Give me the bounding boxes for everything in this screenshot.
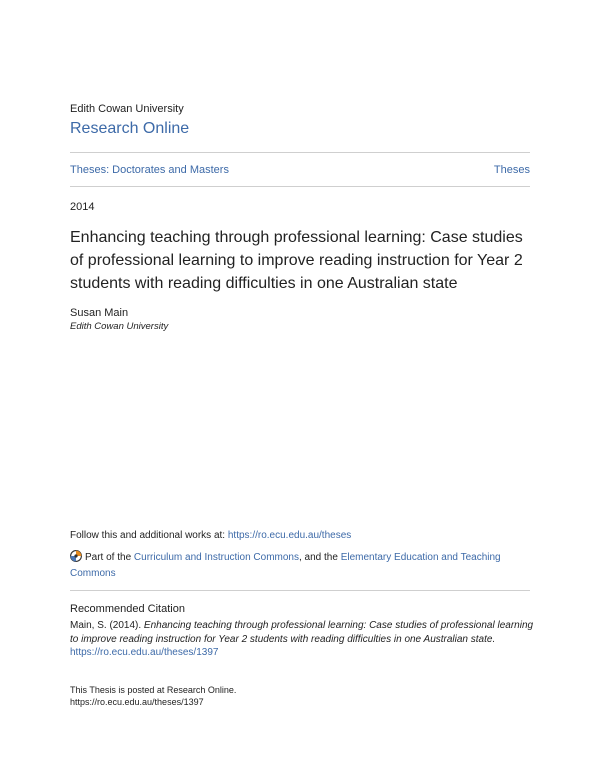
collection-link-theses[interactable]: Theses [493, 164, 530, 176]
citation-divider [70, 590, 530, 591]
posted-notice [70, 684, 470, 708]
university-name: Edith Cowan University [70, 103, 184, 115]
breadcrumb-divider [70, 186, 530, 187]
follow-line [70, 530, 351, 541]
follow-url-link[interactable]: https://ro.ecu.edu.au/theses [227, 530, 352, 541]
follow-prefix: Follow this and additional works at: [70, 530, 228, 541]
citation-url-link[interactable]: https://ro.ecu.edu.au/theses/1397 [70, 647, 219, 658]
posted-url: https://ro.ecu.edu.au/theses/1397 [70, 697, 204, 707]
recommended-citation-heading: Recommended Citation [70, 603, 185, 615]
part-of-line [70, 550, 530, 582]
part-of-prefix: Part of the [85, 552, 134, 563]
thesis-title: Enhancing teaching through professional learning: Case studies of professional learning to improve reading instruction for Year 2 students with reading difficulties in one Australian state [70, 229, 523, 292]
curriculum-commons-link[interactable]: Curriculum and Instruction Commons [133, 552, 299, 563]
author-name: Susan Main [70, 307, 129, 319]
elementary-education-commons-link[interactable]: Elementary Education and Teaching Commons [70, 552, 501, 579]
citation-title: Enhancing teaching through professional learning: Case studies of professional learning to improve reading instruction for Year 2 students with reading difficulties in one Australian state. [70, 620, 534, 645]
research-online-link[interactable]: Research Online [70, 120, 190, 137]
posted-line: This Thesis is posted at Research Online. [70, 685, 237, 695]
top-divider [70, 152, 530, 153]
citation-text [70, 619, 535, 660]
thesis-year: 2014 [70, 201, 95, 213]
part-of-middle: , and the [298, 552, 341, 563]
author-affiliation: Edith Cowan University [70, 321, 169, 332]
citation-prefix: Main, S. (2014). [70, 620, 144, 631]
bepress-network-icon [70, 550, 82, 562]
collection-link-theses-doctorates[interactable]: Theses: Doctorates and Masters [70, 164, 229, 176]
